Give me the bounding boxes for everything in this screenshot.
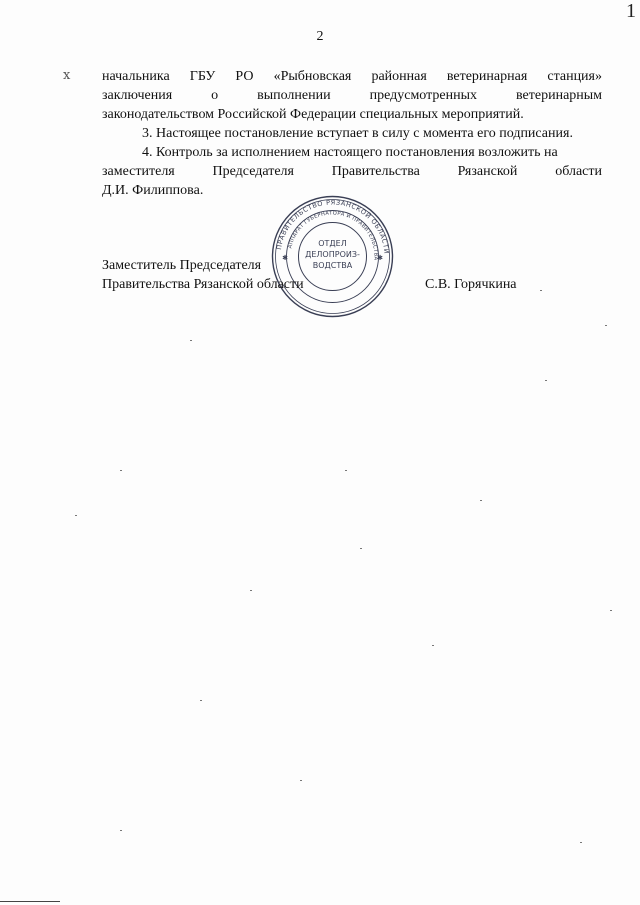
stamp-star-icon: ✱	[377, 254, 383, 262]
word: районная	[371, 69, 427, 84]
word: Правительства	[331, 164, 420, 179]
word: о	[211, 88, 219, 103]
position-line: Заместитель Председателя	[102, 258, 262, 273]
word: ветеринарная	[446, 69, 528, 84]
stamp-outer-text: ПРАВИТЕЛЬСТВО РЯЗАНСКОЙ ОБЛАСТИ	[274, 198, 391, 255]
margin-mark: ⅹ	[63, 67, 71, 82]
paragraph-4	[102, 143, 602, 200]
word: РО	[235, 69, 254, 84]
text-line: законодательством Российской Федерации специальных мероприятий.	[102, 107, 524, 122]
word: ГБУ	[189, 69, 216, 84]
text-line	[102, 162, 602, 181]
signatory-position	[102, 256, 304, 294]
paragraph-3	[102, 124, 602, 143]
word: Рязанской	[457, 164, 518, 179]
word: заключения	[102, 88, 173, 103]
word: предусмотренных	[369, 88, 478, 103]
scan-edge-line	[0, 901, 60, 902]
text-line: Д.И. Филиппова.	[102, 183, 204, 198]
signatory-name: С.В. Горячкина	[425, 277, 517, 292]
word: заместителя	[102, 164, 175, 179]
text-line	[102, 67, 602, 86]
stamp-center-line: ОТДЕЛ	[318, 239, 347, 248]
corner-mark: 1	[626, 0, 636, 22]
stamp-center-line: ВОДСТВА	[312, 261, 353, 270]
page-number: 2	[316, 29, 324, 44]
word: выполнении	[257, 88, 331, 103]
position-line: Правительства Рязанской области	[102, 277, 304, 292]
word: «Рыбновская	[273, 69, 352, 84]
stamp-inner-text: АППАРАТ ГУБЕРНАТОРА И ПРАВИТЕЛЬСТВА	[287, 210, 379, 261]
text-line: 4. Контроль за исполнением настоящего постановления возложить на	[142, 145, 558, 160]
text-line	[102, 86, 602, 105]
word: начальника	[102, 69, 170, 84]
word: станция»	[547, 69, 602, 84]
stamp-center-line: ДЕЛОПРОИЗ-	[305, 250, 360, 259]
word: области	[555, 164, 603, 179]
text-line: 3. Настоящее постановление вступает в силу с момента его подписания.	[142, 126, 573, 141]
paragraph-continuation	[102, 67, 602, 124]
stamp-star-icon: ✱	[282, 254, 288, 262]
word: Председателя	[212, 164, 294, 179]
word: ветеринарным	[516, 88, 603, 103]
